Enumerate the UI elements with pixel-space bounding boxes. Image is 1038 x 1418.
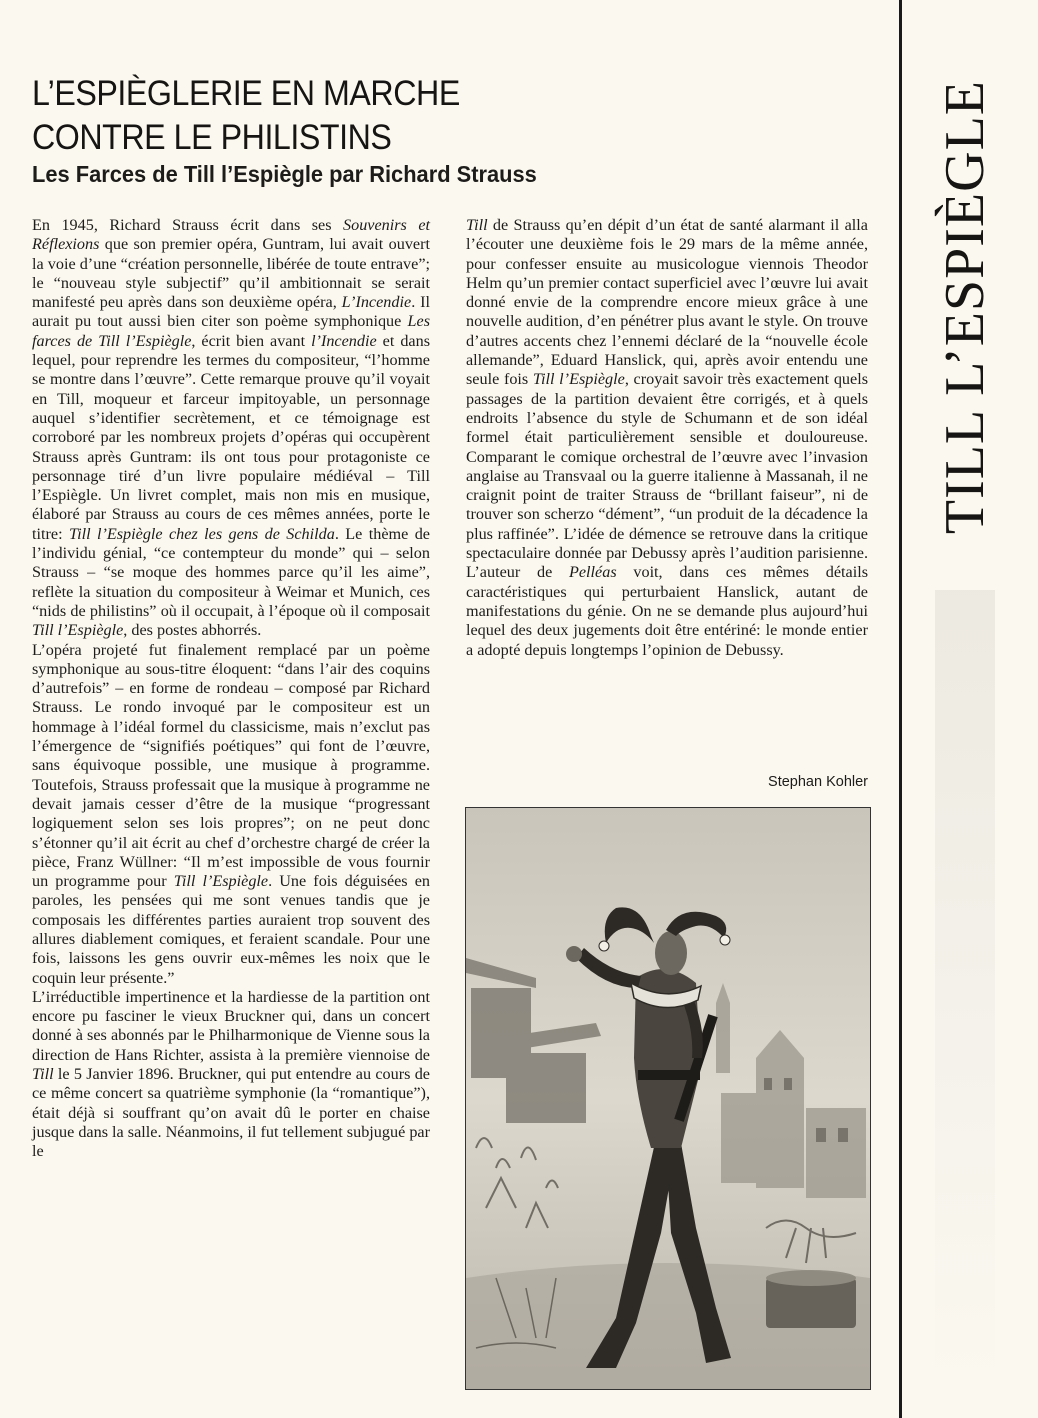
title-line-1: L’ESPIÈGLERIE EN MARCHE: [32, 74, 460, 113]
italic-run: Till: [32, 1065, 54, 1084]
side-title: [930, 80, 1000, 535]
italic-run: Till l’Espiègle chez les gens de Schilda: [68, 524, 335, 543]
side-fade-band: [935, 590, 995, 1390]
paragraph: [32, 641, 430, 988]
text-run: de Strauss qu’en dépit d’un état de santé alarmant il alla l’écouter une deuxième fois le 29 mars de la même année, pour confesser ensuite au musicologue viennois Theodor Helm qu’un premier contact superficiel avec l’œuvre lui avait donné envie de la comprendre encore mieux grâce à une nouvelle audition, d’en pénétrer plus avant le style. On trouve d’autres accents chez l’ennemi déclaré de la “nouvelle école allemande”, Eduard Hanslick, qui, après avoir entendu une seule fois: [466, 216, 868, 389]
text-run: , croyait savoir très exactement quels passages de la partition devaient être corrigés, et à quels endroits l’absence du style de Schumann et de son idéal formel était particulièrement sensible et douloureuse. Comparant le comique orchestral de l’œuvre avec l’invasion anglaise au Transvaal ou la guerre italienne à Massanah, il ne craignit point de traiter Strauss de “brillant faiseur”, ni de trouver son scherzo “dément”, “un produit de la décadence la plus raffinée”. L’idée de démence se retrouve dans la critique spectaculaire donnée par Debussy après l’audition parisienne. L’auteur de: [466, 370, 868, 582]
paragraph: [466, 216, 868, 660]
italic-run: L’Incendie: [341, 293, 412, 312]
italic-run: Till l’Espiègle: [173, 872, 269, 891]
jester-illustration: [465, 807, 871, 1390]
column-divider: [899, 0, 902, 1418]
text-run: , des postes abhorrés.: [123, 621, 262, 640]
text-run: L’opéra projeté fut finalement remplacé par un poème symphonique au sous-titre éloquent: “dans l’air des coquins d’autrefois” – en forme de rondeau – composé par Richard Strauss. Le rondo invoqué par le compositeur est un hommage à l’idéal formel du classicisme, mais n’exclut pas l’émergence de “signifiés poétiques” qui font de l’œuvre, sans équivoque possible, une musique à programme. Toutefois, Strauss professait que la musique à programme ne devait jamais cesser d’être de la musique “progressant logiquement selon ses lois propres”; on ne peut donc s’étonner qu’il ait écrit au chef d’orchestre chargé de créer la pièce, Franz Wüllner: “Il m’est impossible de vous fournir un programme pour: [32, 640, 430, 891]
italic-run: Till l’Espiègle: [32, 621, 124, 640]
text-run: L’irréductible impertinence et la hardiesse de la partition ont encore pu fasciner le vieux Bruckner qui, dans un concert donné à ses abonnés par le Philharmonique de Vienne sous la direction de Hans Richter, assista à la première viennoise de: [32, 987, 430, 1064]
text-run: le 5 Janvier 1896. Bruckner, qui put entendre au cours de ce même concert sa quatrième symphonie (la “romantique”), était déjà si souffrant qu’on avait dû le porter en chaise jusque dans la salle. Néanmoins, il fut tellement subjugué par le: [32, 1065, 430, 1161]
text-run: . Le thème de l’individu génial, “ce contempteur du monde” qui – selon Strauss – “se moque des hommes parce qu’il les aime”, reflète la situation du compositeur à Weimar et Munich, ces “nids de philistins” où il occupait, à l’époque où il composait: [32, 524, 430, 620]
paragraph: [32, 988, 430, 1162]
page-subtitle: Les Farces de Till l’Espiègle par Richard Strauss: [32, 161, 537, 187]
text-run: voit, dans ces mêmes détails caractéristiques qui perturbaient Hanslick, autant de manifestations du génie. On ne se demande plus aujourd’hui lequel des deux jugements doit être entériné: le monde entier a adopté depuis longtemps l’opinion de Debussy.: [466, 563, 868, 659]
article-column-right: [466, 216, 868, 660]
title-line-2: CONTRE LE PHILISTINS: [32, 118, 392, 157]
page-title: [32, 72, 602, 160]
italic-run: Till l’Espiègle: [532, 370, 625, 389]
text-run: En 1945, Richard Strauss écrit dans ses: [32, 216, 343, 234]
text-run: . Il aurait pu tout aussi bien citer son poème symphonique: [32, 293, 430, 331]
italic-run: Pelléas: [568, 563, 617, 582]
side-title-text: TILL L’ESPIÈGLE: [934, 80, 996, 535]
illustration-drawing: [466, 808, 870, 1389]
italic-run: l’Incendie: [311, 331, 377, 350]
author-signature: Stephan Kohler: [768, 774, 868, 790]
article-column-left: [32, 216, 430, 1162]
text-run: , écrit bien avant: [191, 331, 312, 350]
italic-run: Les farces de Till l’Espiègle: [32, 312, 430, 350]
text-run: et dans lequel, pour reprendre les termes du compositeur, “l’homme se montre dans l’œuvre”. Cette remarque prouve qu’il voyait en Till, moqueur et farceur impitoyable, un personnage auquel s’identifier secrètement, et ce témoignage est corroboré par les nombreux projets d’opéras qui occupèrent Strauss après Guntram: ils ont tous pour protagoniste ce personnage tiré d’un livre populaire médiéval – Till l’Espiègle. Un livret complet, mais non mis en musique, élaboré par Strauss au cours de ces mêmes années, porte le titre:: [32, 331, 430, 543]
paragraph: [32, 216, 430, 641]
text-run: . Une fois déguisées en paroles, les pensées qui me sont venues tandis que je composais les différentes parties auraient trop souvent des allures diablement comiques, et feraient scandale. Pour une fois, laissons les gens ouvrir eux-mêmes les noix que le coquin leur présente.”: [32, 872, 430, 987]
italic-run: Souvenirs et Réflexions: [32, 216, 431, 254]
italic-run: Till: [466, 216, 488, 234]
text-run: que son premier opéra, Guntram, lui avait ouvert la voie d’une “création personnelle, libérée de toute entrave”; le “nouveau style subjectif” qu’il ambitionnait se serait manifesté peu après dans son deuxième opéra,: [32, 235, 430, 312]
